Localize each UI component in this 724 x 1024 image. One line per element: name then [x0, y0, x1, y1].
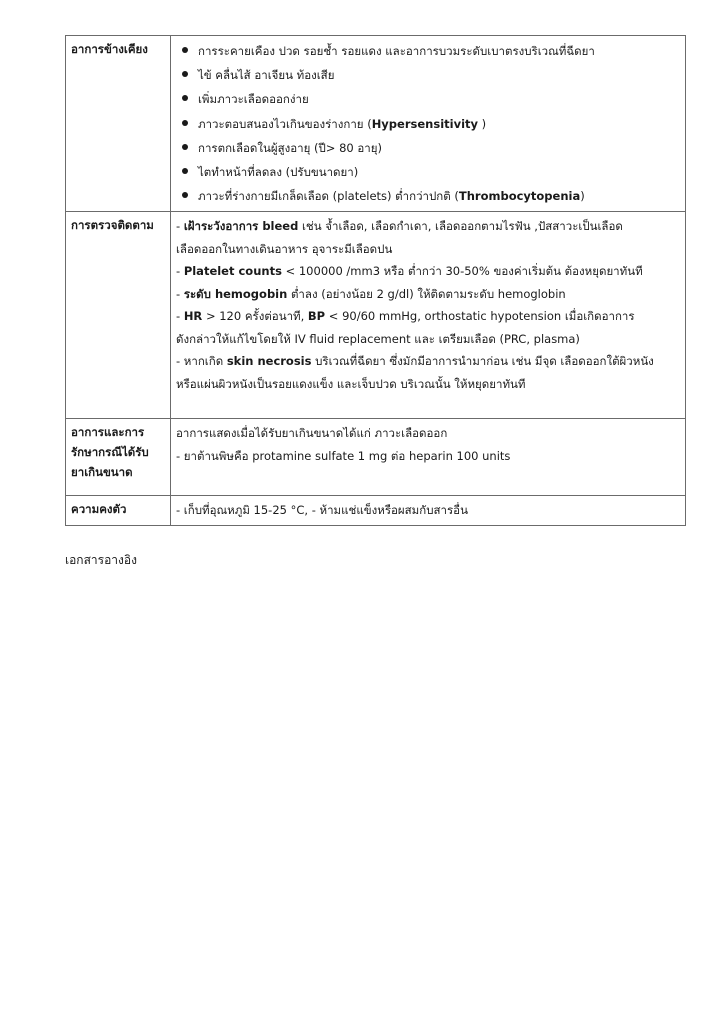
list-item: ไตทำหน้าที่ลดลง (ปรับขนาดยา) [176, 160, 680, 184]
list-item: การตกเลือดในผู้สูงอายุ (ปี> 80 อายุ) [176, 136, 680, 160]
monitoring-line: - HR > 120 ครั้งต่อนาที, BP < 90/60 mmHg, orthostatic hypotension เมื่อเกิดอาการ [176, 309, 635, 324]
monitoring-line: - Platelet counts < 100000 /mm3 หรือ ต่ำกว่า 30-50% ของค่าเริ่มต้น ต้องหยุดยาทันที [176, 264, 643, 279]
side-effects-list [176, 39, 680, 208]
monitoring-label: การตรวจติดตาม [66, 212, 171, 419]
list-item: ไข้ คลื่นไส้ อาเจียน ท้องเสีย [176, 63, 680, 87]
list-item: การระคายเคือง ปวด รอยช้ำ รอยแดง และอาการบวมระดับเบาตรงบริเวณที่ฉีดยา [176, 39, 680, 63]
list-item: ภาวะที่ร่างกายมีเกล็ดเลือด (platelets) ต่ำกว่าปกติ (Thrombocytopenia) [176, 184, 680, 208]
drug-info-table [65, 35, 686, 526]
table-row-side-effects [66, 36, 686, 212]
reference-heading: เอกสารอางอิง [65, 553, 137, 567]
monitoring-line: - หากเกิด skin necrosis บริเวณที่ฉีดยา ซึ่งมักมีอาการนำมาก่อน เช่น มีจุด เลือดออกใต้ผิวหนัง [176, 354, 654, 369]
table-row-monitoring [66, 212, 686, 419]
table-row-overdose [66, 419, 686, 496]
stability-label: ความคงตัว [66, 496, 171, 526]
stability-content [171, 496, 686, 526]
overdose-line: - ยาต้านพิษคือ protamine sulfate 1 mg ต่อ heparin 100 units [176, 448, 511, 463]
overdose-content [171, 419, 686, 496]
stability-text: - เก็บที่อุณหภูมิ 15-25 °C, - ห้ามแช่แข็งหรือผสมกับสารอื่น [176, 503, 468, 518]
thrombocytopenia-term: Thrombocytopenia [458, 189, 581, 204]
hypersensitivity-term: Hypersensitivity [371, 116, 479, 131]
list-item: เพิ่มภาวะเลือดออกง่าย [176, 87, 680, 111]
overdose-line: อาการแสดงเมื่อได้รับยาเกินขนาดได้แก่ ภาวะเลือดออก [176, 426, 448, 441]
monitoring-line: - ระดับ hemogobin ต่ำลง (อย่างน้อย 2 g/dl) ให้ติดตามระดับ hemoglobin [176, 286, 566, 301]
monitoring-line: หรือแผ่นผิวหนังเป็นรอยแดงแข็ง และเจ็บปวด บริเวณนั้น ให้หยุดยาทันที [176, 376, 526, 391]
side-effects-label: อาการข้างเคียง [66, 36, 171, 212]
monitoring-content [171, 212, 686, 419]
monitoring-line: ดังกล่าวให้แก้ไขโดยให้ IV fluid replacement และ เตรียมเลือด (PRC, plasma) [176, 331, 580, 346]
side-effects-content [171, 36, 686, 212]
overdose-label: อาการและการ รักษากรณีได้รับ ยาเกินขนาด [66, 419, 171, 496]
table-row-stability [66, 496, 686, 526]
monitoring-line: เลือดออกในทางเดินอาหาร อุจาระมีเลือดปน [176, 241, 393, 256]
monitoring-line: - เฝ้าระวังอาการ bleed เช่น จ้ำเลือด, เลือดกำเดา, เลือดออกตามไรฟัน ,ปัสสาวะเป็นเลือด [176, 219, 623, 234]
list-item: ภาวะตอบสนองไวเกินของร่างกาย (Hypersensitivity ) [176, 112, 680, 136]
